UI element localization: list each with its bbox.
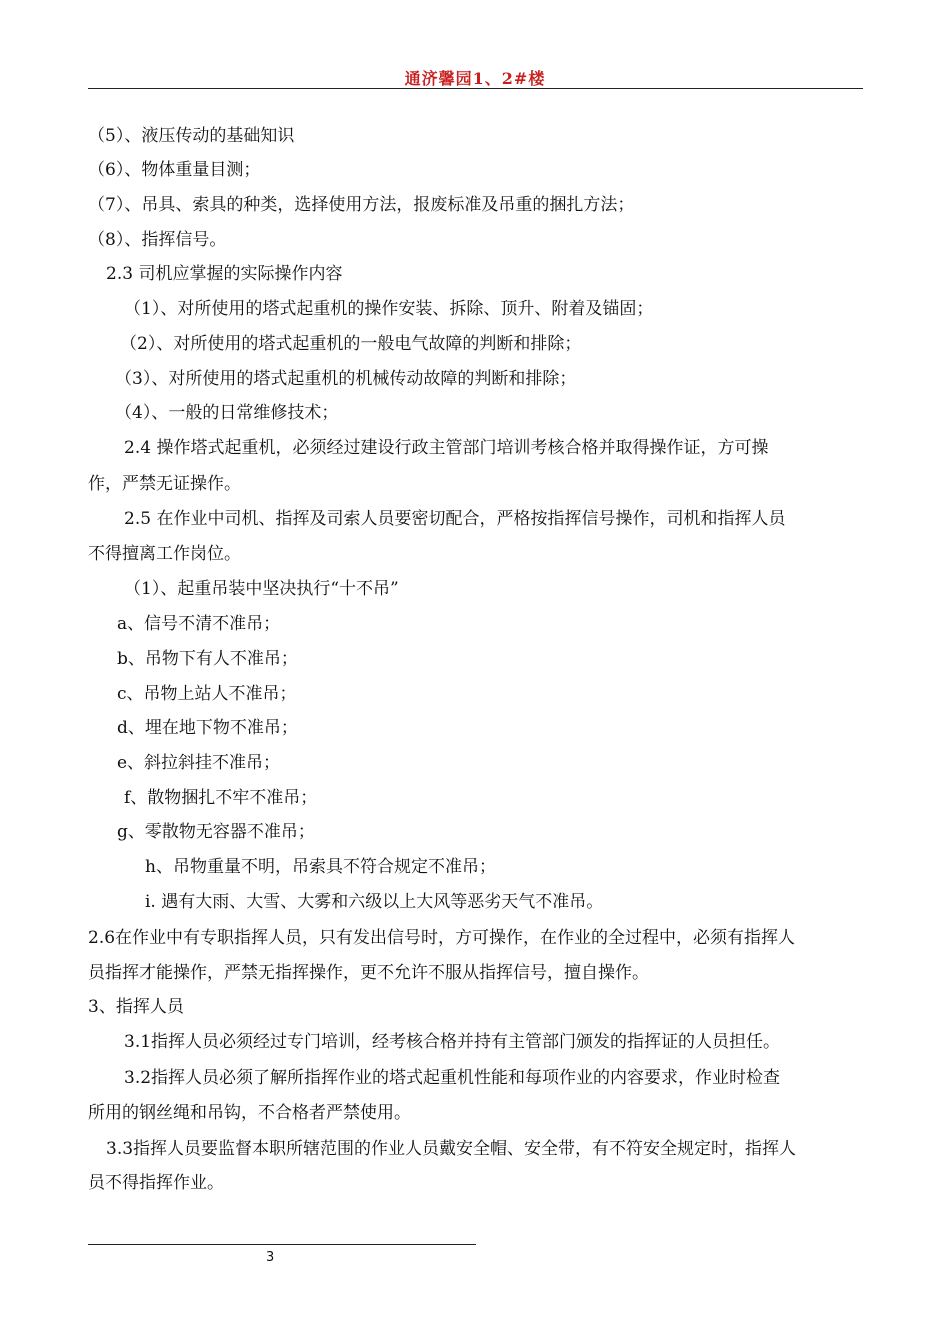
list-item: c、吊物上站人不准吊； — [117, 684, 297, 704]
header-divider — [88, 88, 863, 89]
list-item: b、吊物下有人不准吊； — [117, 649, 298, 669]
text-line: （8）、指挥信号。 — [88, 230, 227, 250]
list-item: e、斜拉斜挂不准吊； — [117, 753, 281, 773]
list-item: i. 遇有大雨、大雪、大雾和六级以上大风等恶劣天气不准吊。 — [145, 892, 604, 912]
text-line: （2）、对所使用的塔式起重机的一般电气故障的判断和排除； — [120, 334, 582, 354]
section-paragraph: 3.3指挥人员要监督本职所辖范围的作业人员戴安全帽、安全带，有不符安全规定时，指挥人 — [106, 1139, 797, 1159]
text-line: 作，严禁无证操作。 — [88, 474, 241, 494]
text-line: （1）、起重吊装中坚决执行“十不吊” — [124, 579, 399, 599]
section-paragraph: 3.1指挥人员必须经过专门培训，经考核合格并持有主管部门颁发的指挥证的人员担任。 — [124, 1032, 781, 1052]
text-line: （1）、对所使用的塔式起重机的操作安装、拆除、顶升、附着及锚固； — [124, 299, 654, 319]
text-line: （3）、对所使用的塔式起重机的机械传动故障的判断和排除； — [115, 369, 577, 389]
list-item: d、埋在地下物不准吊； — [117, 718, 298, 738]
section-heading: 3、指挥人员 — [88, 997, 184, 1017]
list-item: f、散物捆扎不牢不准吊； — [124, 788, 318, 808]
section-heading: 2.3 司机应掌握的实际操作内容 — [106, 264, 343, 284]
text-line: （4）、一般的日常维修技术； — [115, 403, 339, 423]
text-line: （5）、液压传动的基础知识 — [88, 126, 295, 146]
text-line: 所用的钢丝绳和吊钩，不合格者严禁使用。 — [88, 1103, 411, 1123]
text-line: （7）、吊具、索具的种类，选择使用方法，报废标准及吊重的捆扎方法； — [88, 195, 635, 215]
text-line: 不得擅离工作岗位。 — [88, 544, 241, 564]
list-item: h、吊物重量不明，吊索具不符合规定不准吊； — [145, 857, 496, 877]
section-paragraph: 2.6在作业中有专职指挥人员，只有发出信号时，方可操作，在作业的全过程中，必须有指挥人 — [88, 928, 796, 948]
list-item: a、信号不清不准吊； — [117, 614, 281, 634]
list-item: g、零散物无容器不准吊； — [117, 822, 315, 842]
text-line: （6）、物体重量目测； — [88, 160, 261, 180]
text-line: 员不得指挥作业。 — [88, 1173, 224, 1193]
header-title: 通济馨园1、2#楼 — [404, 69, 546, 88]
section-paragraph: 2.4 操作塔式起重机，必须经过建设行政主管部门培训考核合格并取得操作证，方可操 — [124, 438, 769, 458]
page-number: 3 — [266, 1250, 275, 1265]
section-paragraph: 3.2指挥人员必须了解所指挥作业的塔式起重机性能和每项作业的内容要求，作业时检查 — [124, 1068, 781, 1088]
section-paragraph: 2.5 在作业中司机、指挥及司索人员要密切配合，严格按指挥信号操作，司机和指挥人员 — [124, 509, 786, 529]
footer-divider — [88, 1244, 476, 1245]
text-line: 员指挥才能操作，严禁无指挥操作，更不允许不服从指挥信号，擅自操作。 — [88, 963, 649, 983]
